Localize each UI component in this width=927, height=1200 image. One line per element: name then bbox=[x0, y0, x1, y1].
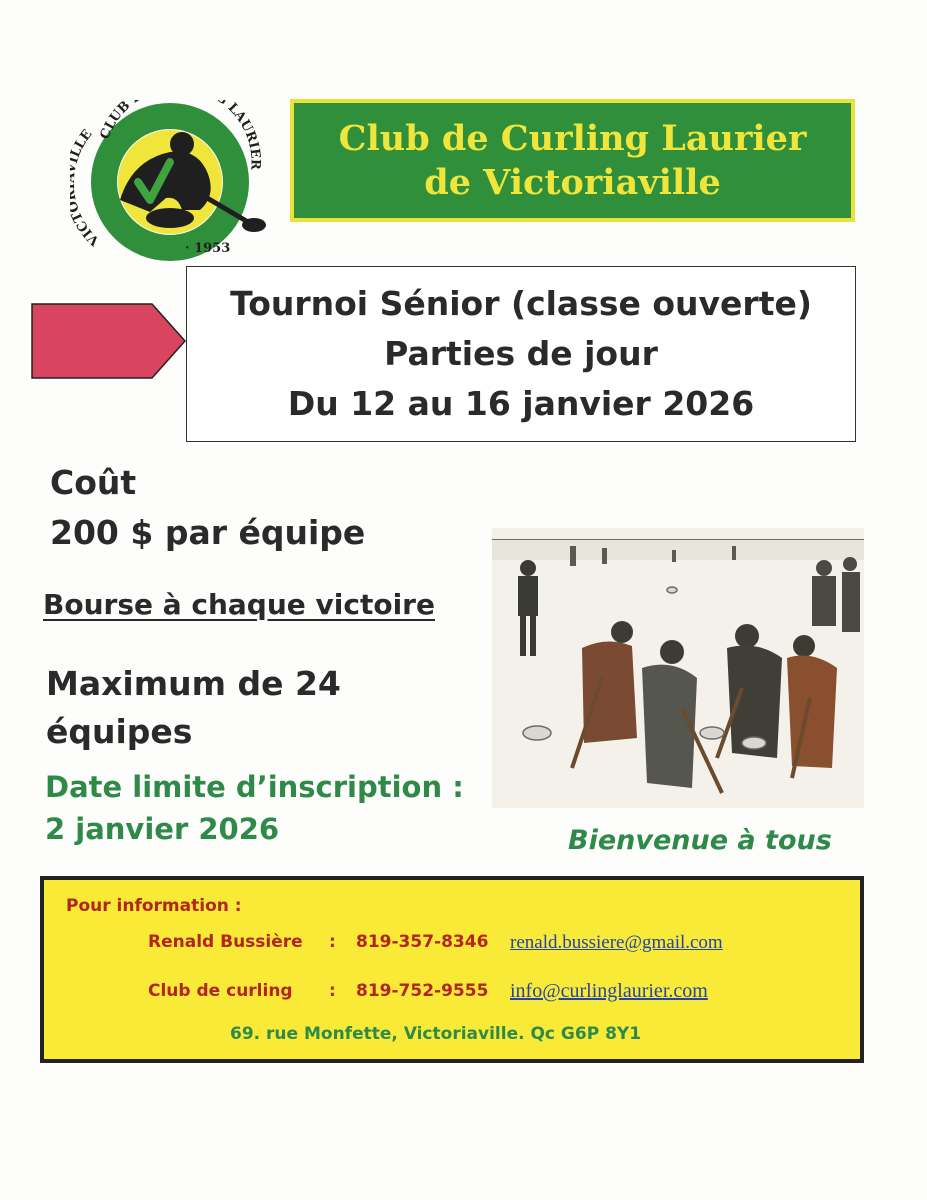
cost-value: 200 $ par équipe bbox=[50, 513, 366, 552]
bourse-text: Bourse à chaque victoire bbox=[43, 588, 435, 621]
club-title-line2: de Victoriaville bbox=[424, 161, 721, 203]
contact-info-box bbox=[40, 876, 864, 1063]
welcome-text: Bienvenue à tous bbox=[568, 825, 832, 856]
arrow-pointer bbox=[30, 302, 187, 380]
tournament-title: Tournoi Sénior (classe ouverte) bbox=[230, 284, 812, 323]
max-teams-text: Maximum de 24 équipes bbox=[46, 664, 341, 751]
contact-name: Renald Bussière bbox=[148, 932, 303, 952]
logo-arc-top-text: CLUB LAURIER bbox=[97, 100, 263, 170]
deadline-date: 2 janvier 2026 bbox=[45, 812, 280, 846]
contact-email-link[interactable]: renald.bussiere@gmail.com bbox=[510, 932, 723, 953]
contact-email-link[interactable]: info@curlinglaurier.com bbox=[510, 980, 708, 1002]
club-address: 69. rue Monfette, Victoriaville. Qc G6P 8Y1 bbox=[230, 1024, 642, 1044]
contact-phone: 819-357-8346 bbox=[356, 932, 489, 952]
club-logo bbox=[70, 100, 280, 270]
club-title-line1: Club de Curling Laurier bbox=[338, 117, 807, 159]
contact-phone: 819-752-9555 bbox=[356, 981, 489, 1001]
contact-name: Club de curling bbox=[148, 981, 293, 1001]
curling-illustration bbox=[492, 528, 864, 808]
club-title-banner bbox=[290, 99, 855, 222]
logo-arc-left-text: VICT LE bbox=[70, 127, 103, 249]
tournament-dates: Du 12 au 16 janvier 2026 bbox=[287, 384, 755, 423]
logo-year-text: · 1953 bbox=[185, 241, 231, 256]
tournament-info-box bbox=[186, 266, 856, 442]
tournament-subtitle: Parties de jour bbox=[384, 334, 658, 373]
cost-label: Coût bbox=[50, 463, 137, 502]
contact-separator: : bbox=[329, 981, 336, 1001]
contact-separator: : bbox=[329, 932, 336, 952]
info-title: Pour information : bbox=[66, 896, 242, 916]
deadline-label: Date limite d’inscription : bbox=[45, 770, 464, 804]
